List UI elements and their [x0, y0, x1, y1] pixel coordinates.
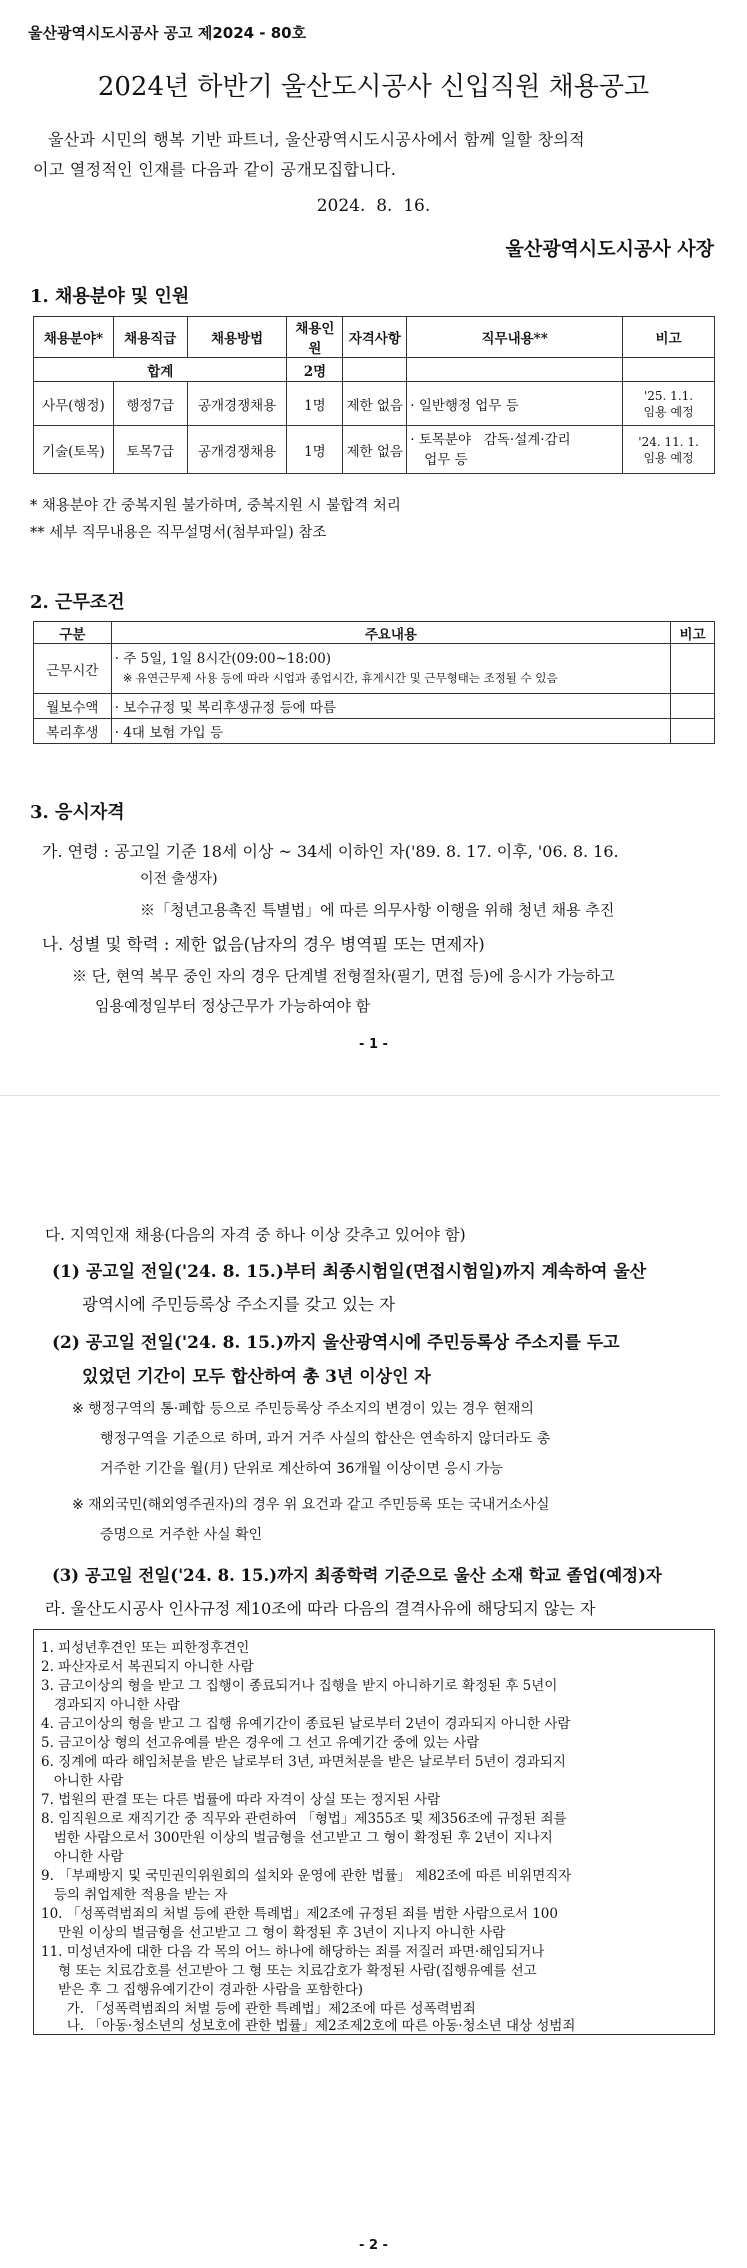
table-row	[34, 382, 715, 426]
duty-line: · 일반행정 업무 등	[410, 397, 519, 414]
section1-note-b: ** 세부 직무내용은 직무설명서(첨부파일) 참조	[30, 525, 327, 541]
section1-note-a: * 채용분야 간 중복지원 불가하며, 중복지원 시 불합격 처리	[30, 498, 401, 514]
header-field: 채용분야*	[34, 317, 114, 358]
row-label: 복리후생	[34, 719, 112, 744]
header-grade: 채용직급	[113, 317, 187, 358]
row-content: · 4대 보험 가입 등	[111, 719, 670, 744]
row-qualification: 제한 없음	[343, 382, 407, 426]
header-remark: 비고	[671, 622, 715, 644]
disqualification-heading: 라. 울산도시공사 인사규정 제10조에 따라 다음의 결격사유에 해당되지 않는 자	[45, 1599, 596, 1618]
header-duty: 직무내용**	[407, 317, 623, 358]
note-line: 임용 예정	[643, 450, 694, 465]
military-note-2: 임용예정일부터 정상근무가 가능하여야 함	[95, 997, 371, 1015]
header-content: 주요내용	[111, 622, 670, 644]
content-note: ※ 유연근무제 사용 등에 따라 시업과 종업시간, 휴게시간 및 근무형태는 조정될 수 있음	[122, 670, 558, 685]
page-separator	[0, 1095, 720, 1096]
gender-education-line: 나. 성별 및 학력 : 제한 없음(남자의 경우 병역필 또는 면제자)	[42, 935, 485, 954]
table-row	[34, 426, 715, 474]
note-line: '25. 1.1.	[643, 388, 694, 403]
local-item-2-line-1: (2) 공고일 전일('24. 8. 15.)까지 울산광역시에 주민등록상 주소지를 두고	[52, 1333, 620, 1353]
local-note-1-line-1: ※ 행정구역의 통·폐합 등으로 주민등록상 주소지의 변경이 있는 경우 현재의	[72, 1401, 534, 1417]
table-row	[34, 719, 715, 744]
row-grade: 행정7급	[113, 382, 187, 426]
row-note	[623, 382, 715, 426]
disqualification-line: 받은 후 그 집행유예기간이 경과한 사람을 포함한다)	[41, 1982, 364, 1998]
duty-line: 업무 등	[424, 451, 468, 468]
disqualification-line: 나. 「아동·청소년의 성보호에 관한 법률」제2조제2호에 따른 아동·청소년 대상 성범죄	[41, 2018, 576, 2034]
disqualification-line: 범한 사람으로서 300만원 이상의 벌금형을 선고받고 그 형이 확정된 후 2년이 지나지	[41, 1830, 553, 1846]
disqualification-line: 3. 금고이상의 형을 받고 그 집행이 종료되거나 집행을 받지 아니하기로 확정된 후 5년이	[41, 1678, 558, 1694]
intro-line-1: 울산과 시민의 행복 기반 파트너, 울산광역시도시공사에서 함께 일할 창의적	[48, 130, 585, 149]
row-content: · 보수규정 및 복리후생규정 등에 따름	[111, 694, 670, 719]
announcement-date: 2024. 8. 16.	[316, 196, 431, 216]
military-note-1: ※ 단, 현역 복무 중인 자의 경우 단계별 전형절차(필기, 면접 등)에 응시가 가능하고	[72, 967, 615, 985]
row-count: 1명	[287, 426, 343, 474]
page-title: 2024년 하반기 울산도시공사 신입직원 채용공고	[97, 72, 650, 102]
row-method: 공개경쟁채용	[187, 382, 287, 426]
local-note-1-line-2: 행정구역을 기준으로 하며, 과거 거주 사실의 합산은 연속하지 않더라도 총	[100, 1431, 551, 1447]
section1-heading: 1. 채용분야 및 인원	[30, 286, 190, 307]
disqualification-line: 가. 「성폭력범죄의 처벌 등에 관한 특례법」제2조에 따른 성폭력범죄	[41, 2001, 476, 2017]
row-duty	[407, 426, 623, 474]
local-item-3-line: (3) 공고일 전일('24. 8. 15.)까지 최종학력 기준으로 울산 소재 학교 졸업(예정)자	[52, 1566, 662, 1585]
local-note-2-line-2: 증명으로 거주한 사실 확인	[100, 1527, 263, 1543]
note-line: 임용 예정	[643, 404, 694, 419]
recruitment-table	[33, 316, 715, 474]
row-label: 근무시간	[34, 644, 112, 694]
row-field: 기술(토목)	[34, 426, 114, 474]
disqualification-box	[33, 1629, 715, 2035]
disqualification-line: 11. 미성년자에 대한 다음 각 목의 어느 하나에 해당하는 죄를 저질러 파면·해임되거나	[41, 1944, 545, 1960]
disqualification-line: 아니한 사람	[41, 1849, 124, 1865]
table-row	[34, 694, 715, 719]
row-count: 1명	[287, 382, 343, 426]
row-content	[111, 644, 670, 694]
disqualification-line: 2. 파산자로서 복권되지 아니한 사람	[41, 1659, 254, 1675]
duty-line: · 토목분야 감독·설계·감리	[410, 431, 571, 448]
disqualification-line: 경과되지 아니한 사람	[41, 1697, 180, 1713]
content-line: · 주 5일, 1일 8시간(09:00~18:00)	[114, 650, 332, 667]
section3-heading: 3. 응시자격	[30, 802, 125, 823]
local-item-2-line-2: 있었던 기간이 모두 합산하여 총 3년 이상인 자	[82, 1367, 431, 1387]
row-grade: 토목7급	[113, 426, 187, 474]
disqualification-line: 9. 「부패방지 및 국민권익위원회의 설치와 운영에 관한 법률」 제82조에 따른 비위면직자	[41, 1868, 572, 1884]
disqualification-line: 형 또는 치료감호를 선고받아 그 형 또는 치료감호가 확정된 사람(집행유예를 선고	[41, 1963, 537, 1979]
disqualification-line: 아니한 사람	[41, 1773, 124, 1789]
disqualification-line: 4. 금고이상의 형을 받고 그 집행 유예기간이 종료된 날로부터 2년이 경과되지 아니한 사람	[41, 1716, 571, 1732]
row-qualification: 제한 없음	[343, 426, 407, 474]
disqualification-line: 5. 금고이상 형의 선고유예를 받은 경우에 그 선고 유예기간 중에 있는 사람	[41, 1735, 480, 1751]
disqualification-line: 6. 징계에 따라 해임처분을 받은 날로부터 3년, 파면처분을 받은 날로부터 5년이 경과되지	[41, 1754, 566, 1770]
page-number: - 2 -	[359, 2238, 388, 2253]
total-label: 합계	[34, 358, 287, 382]
document-page-1	[0, 0, 747, 1095]
header-note: 비고	[623, 317, 715, 358]
local-note-2-line-1: ※ 재외국민(해외영주권자)의 경우 위 요건과 같고 주민등록 또는 국내거소사실	[72, 1497, 550, 1513]
table-row	[34, 358, 715, 382]
note-line: '24. 11. 1.	[638, 434, 699, 449]
page-number: - 1 -	[359, 1037, 388, 1052]
row-note	[623, 426, 715, 474]
doc-number: 울산광역시도시공사 공고 제2024 - 80호	[28, 24, 307, 42]
row-method: 공개경쟁채용	[187, 426, 287, 474]
disqualification-line: 10. 「성폭력범죄의 처벌 등에 관한 특례법」제2조에 규정된 죄를 범한 사람으로서 100	[41, 1906, 558, 1922]
section2-heading: 2. 근무조건	[30, 592, 125, 613]
age-line-2: 이전 출생자)	[140, 871, 218, 887]
row-field: 사무(행정)	[34, 382, 114, 426]
issuer: 울산광역시도시공사 사장	[505, 238, 714, 260]
header-qualification: 자격사항	[343, 317, 407, 358]
disqualification-line: 등의 취업제한 적용을 받는 자	[41, 1887, 228, 1903]
working-conditions-table	[33, 621, 715, 744]
header-category: 구분	[34, 622, 112, 644]
disqualification-line: 7. 법원의 판결 또는 다른 법률에 따라 자격이 상실 또는 정지된 사람	[41, 1792, 441, 1808]
header-count: 채용인원	[287, 317, 343, 358]
table-row	[34, 644, 715, 694]
local-item-1-line-2: 광역시에 주민등록상 주소지를 갖고 있는 자	[82, 1295, 396, 1314]
local-note-1-line-3: 거주한 기간을 월(月) 단위로 계산하여 36개월 이상이면 응시 가능	[100, 1461, 503, 1477]
disqualification-line: 1. 피성년후견인 또는 피한정후견인	[41, 1640, 250, 1656]
age-line-1: 가. 연령 : 공고일 기준 18세 이상 ~ 34세 이하인 자('89. 8. 17. 이후, '06. 8. 16.	[42, 842, 619, 861]
intro-line-2: 이고 열정적인 인재를 다음과 같이 공개모집합니다.	[33, 160, 397, 179]
row-label: 월보수액	[34, 694, 112, 719]
age-note: ※「청년고용촉진 특별법」에 따른 의무사항 이행을 위해 청년 채용 추진	[140, 901, 615, 919]
local-item-1-line-1: (1) 공고일 전일('24. 8. 15.)부터 최종시험일(면접시험일)까지 계속하여 울산	[52, 1262, 647, 1282]
disqualification-line: 만원 이상의 벌금형을 선고받고 그 형이 확정된 후 3년이 지나지 아니한 사람	[41, 1925, 506, 1941]
header-method: 채용방법	[187, 317, 287, 358]
local-talent-heading: 다. 지역인재 채용(다음의 자격 중 하나 이상 갖추고 있어야 함)	[45, 1226, 466, 1244]
row-duty	[407, 382, 623, 426]
total-count: 2명	[287, 358, 343, 382]
disqualification-line: 8. 임직원으로 재직기간 중 직무와 관련하여 「형법」제355조 및 제356조에 규정된 죄를	[41, 1811, 567, 1827]
